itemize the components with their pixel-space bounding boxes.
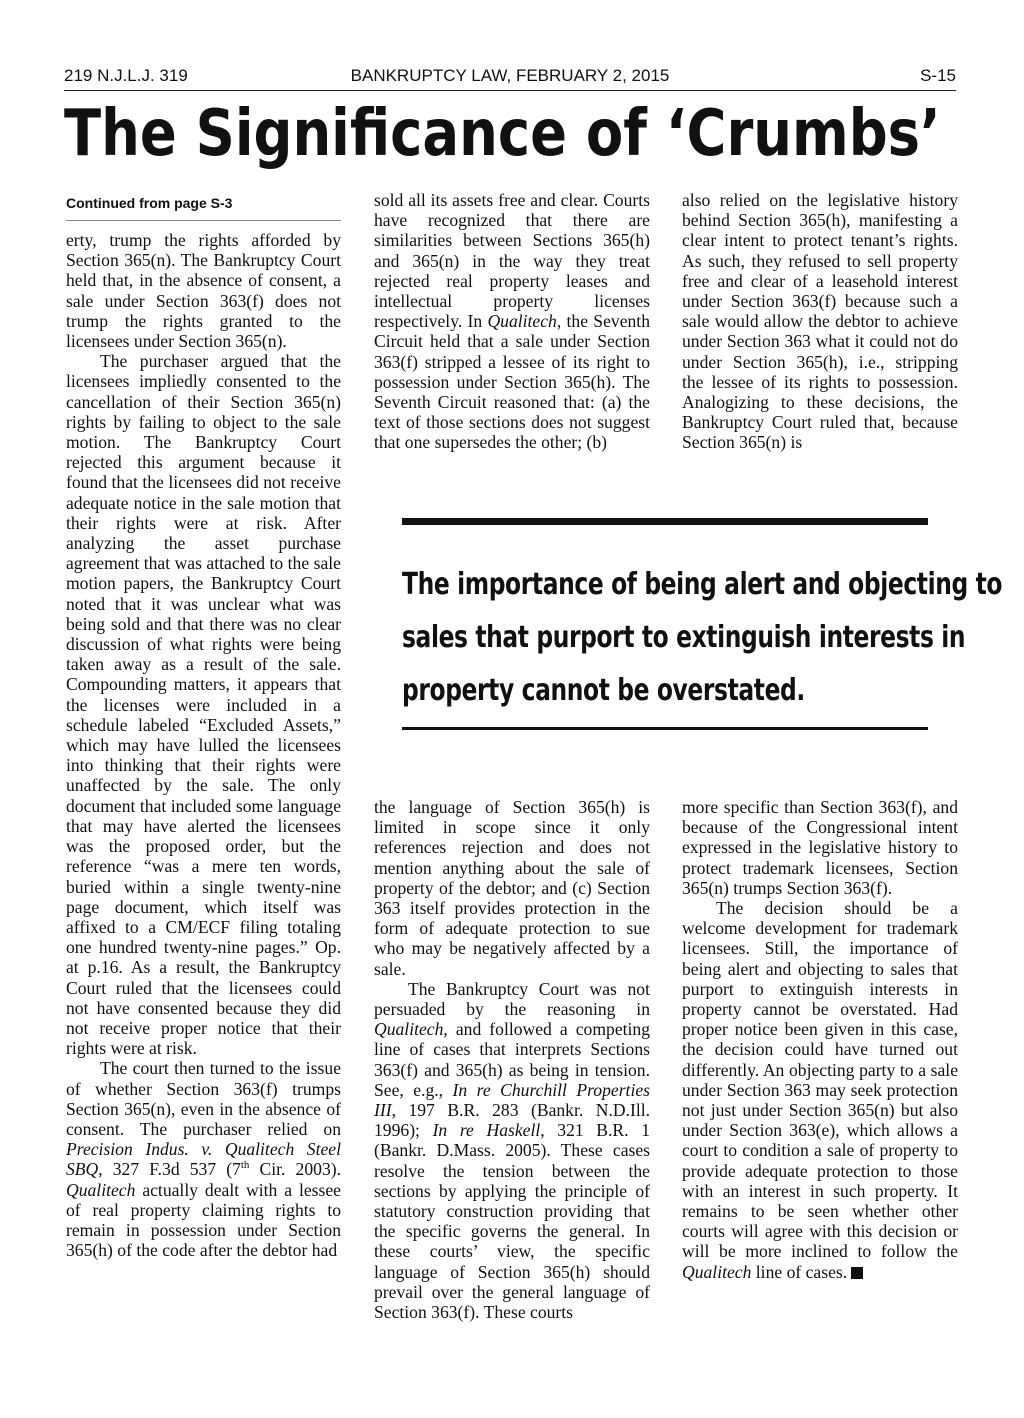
paragraph: erty, trump the rights afforded by Section 365(n). The Bankruptcy Court held that, in the absence of consent, a sale under Section 363(f) does not trump the rights granted to the licensees under Section 365(n). bbox=[66, 230, 341, 352]
column-3-bottom bbox=[682, 797, 958, 1282]
column-2-bottom bbox=[374, 797, 650, 1322]
paragraph: sold all its assets free and clear. Courts have recognized that there are similarities between Sections 365(h) and 365(n) in the way they treat rejected real property leases and intellectual property licenses respectively. In Qualitech, the Seventh Circuit held that a sale under Section 363(f) stripped a lessee of its right to possession under Section 365(h). The Seventh Circuit reasoned that: (a) the text of those sections does not suggest that one supersedes the other; (b) bbox=[374, 190, 650, 453]
column-3-top bbox=[682, 190, 958, 453]
running-header bbox=[64, 66, 956, 88]
article-title: The Significance of ‘Crumbs’ bbox=[64, 97, 941, 171]
page-number: S-15 bbox=[920, 66, 956, 85]
paragraph: The decision should be a welcome development for trademark licensees. Still, the importance of being alert and objecting to sales that purport to extinguish interests in property cannot be overstated. Had proper notice been given in this case, the decision could have turned out differently. An objecting party to a sale under Section 363 may seek protection not just under Section 365(n) but also under Section 363(e), which allows a court to condition a sale of property to provide adequate protection to those with an interest in such property. It remains to be seen whether other courts will agree with this decision or will be more inclined to follow the Qualitech line of cases. bbox=[682, 898, 958, 1282]
citation: 219 N.J.L.J. 319 bbox=[64, 66, 188, 85]
column-2-top bbox=[374, 190, 650, 453]
column-1 bbox=[66, 230, 341, 1260]
paragraph: The Bankruptcy Court was not persuaded by the reasoning in Qualitech, and followed a competing line of cases that interprets Sections 363(f) and 365(h) as being in tension. See, e.g., In re Churchill Properties III, 197 B.R. 283 (Bankr. N.D.Ill. 1996); In re Haskell, 321 B.R. 1 (Bankr. D.Mass. 2005). These cases resolve the tension between the sections by applying the principle of statutory construction providing that the specific governs the general. In these courts’ view, the specific language of Section 365(h) should prevail over the general language of Section 363(f). These courts bbox=[374, 978, 650, 1323]
paragraph: the language of Section 365(h) is limited in scope since it only references rejection and does not mention anything about the sale of property of the debtor; and (c) Section 363 itself provides protection in the form of adequate protection to sue who may be negatively affected by a sale. bbox=[374, 797, 650, 979]
section-name: BANKRUPTCY LAW, FEBRUARY 2, 2015 bbox=[350, 66, 670, 85]
continued-note: Continued from page S-3 bbox=[66, 195, 233, 211]
paragraph: The purchaser argued that the licensees impliedly consented to the cancellation of their Section 365(n) rights by failing to object to the sale motion. The Bankruptcy Court rejected this argument because it found that the licensees did not receive adequate notice in the sale motion that their rights were at risk. After analyzing the asset purchase agreement that was attached to the sale motion papers, the Bankruptcy Court noted that it was unclear what was being sold and that there was no clear discussion of what rights were being taken away as a result of the sale. Compounding matters, it appears that the licenses were included in a schedule labeled “Excluded Assets,” which may have lulled the licensees into thinking that their rights were unaffected by the sale. The only document that included some language that may have alerted the licensees was the proposed order, but the reference “was a mere ten words, buried within a single twenty-nine page document, which itself was affixed to a CM/ECF filing totaling one hundred twenty-nine pages.” Op. at p.16. As a result, the Bankruptcy Court ruled that the licensees could not have consented because they did not receive proper notice that their rights were at risk. bbox=[66, 351, 341, 1059]
paragraph: also relied on the legislative history behind Section 365(h), manifesting a clear intent to protect tenant’s rights. As such, they refused to sell property free and clear of a leasehold interest under Section 363(f) because such a sale would allow the debtor to achieve under Section 363 what it could not do under Section 365(h), i.e., stripping the lessee of its rights to possession. Analogizing to these decisions, the Bankruptcy Court ruled that, because Section 365(n) is bbox=[682, 190, 958, 453]
continued-rule bbox=[66, 220, 341, 221]
pullquote-top-rule bbox=[402, 518, 928, 525]
pull-quote-line: sales that purport to extinguish interests in bbox=[402, 620, 966, 655]
pull-quote bbox=[402, 558, 1003, 717]
pullquote-bottom-rule bbox=[402, 727, 928, 730]
header-rule bbox=[64, 90, 956, 91]
pull-quote-line: property cannot be overstated. bbox=[402, 673, 805, 708]
pull-quote-line: The importance of being alert and objecting to bbox=[402, 567, 1003, 602]
end-mark-icon bbox=[851, 1267, 863, 1279]
paragraph: more specific than Section 363(f), and because of the Congressional intent expressed in the legislative history to protect trademark licensees, Section 365(n) trumps Section 363(f). bbox=[682, 797, 958, 898]
paragraph: The court then turned to the issue of whether Section 363(f) trumps Section 365(n), even in the absence of consent. The purchaser relied on Precision Indus. v. Qualitech Steel SBQ, 327 F.3d 537 (7th Cir. 2003). Qualitech actually dealt with a lessee of real property claiming rights to remain in possession under Section 365(h) of the code after the debtor had bbox=[66, 1058, 341, 1261]
